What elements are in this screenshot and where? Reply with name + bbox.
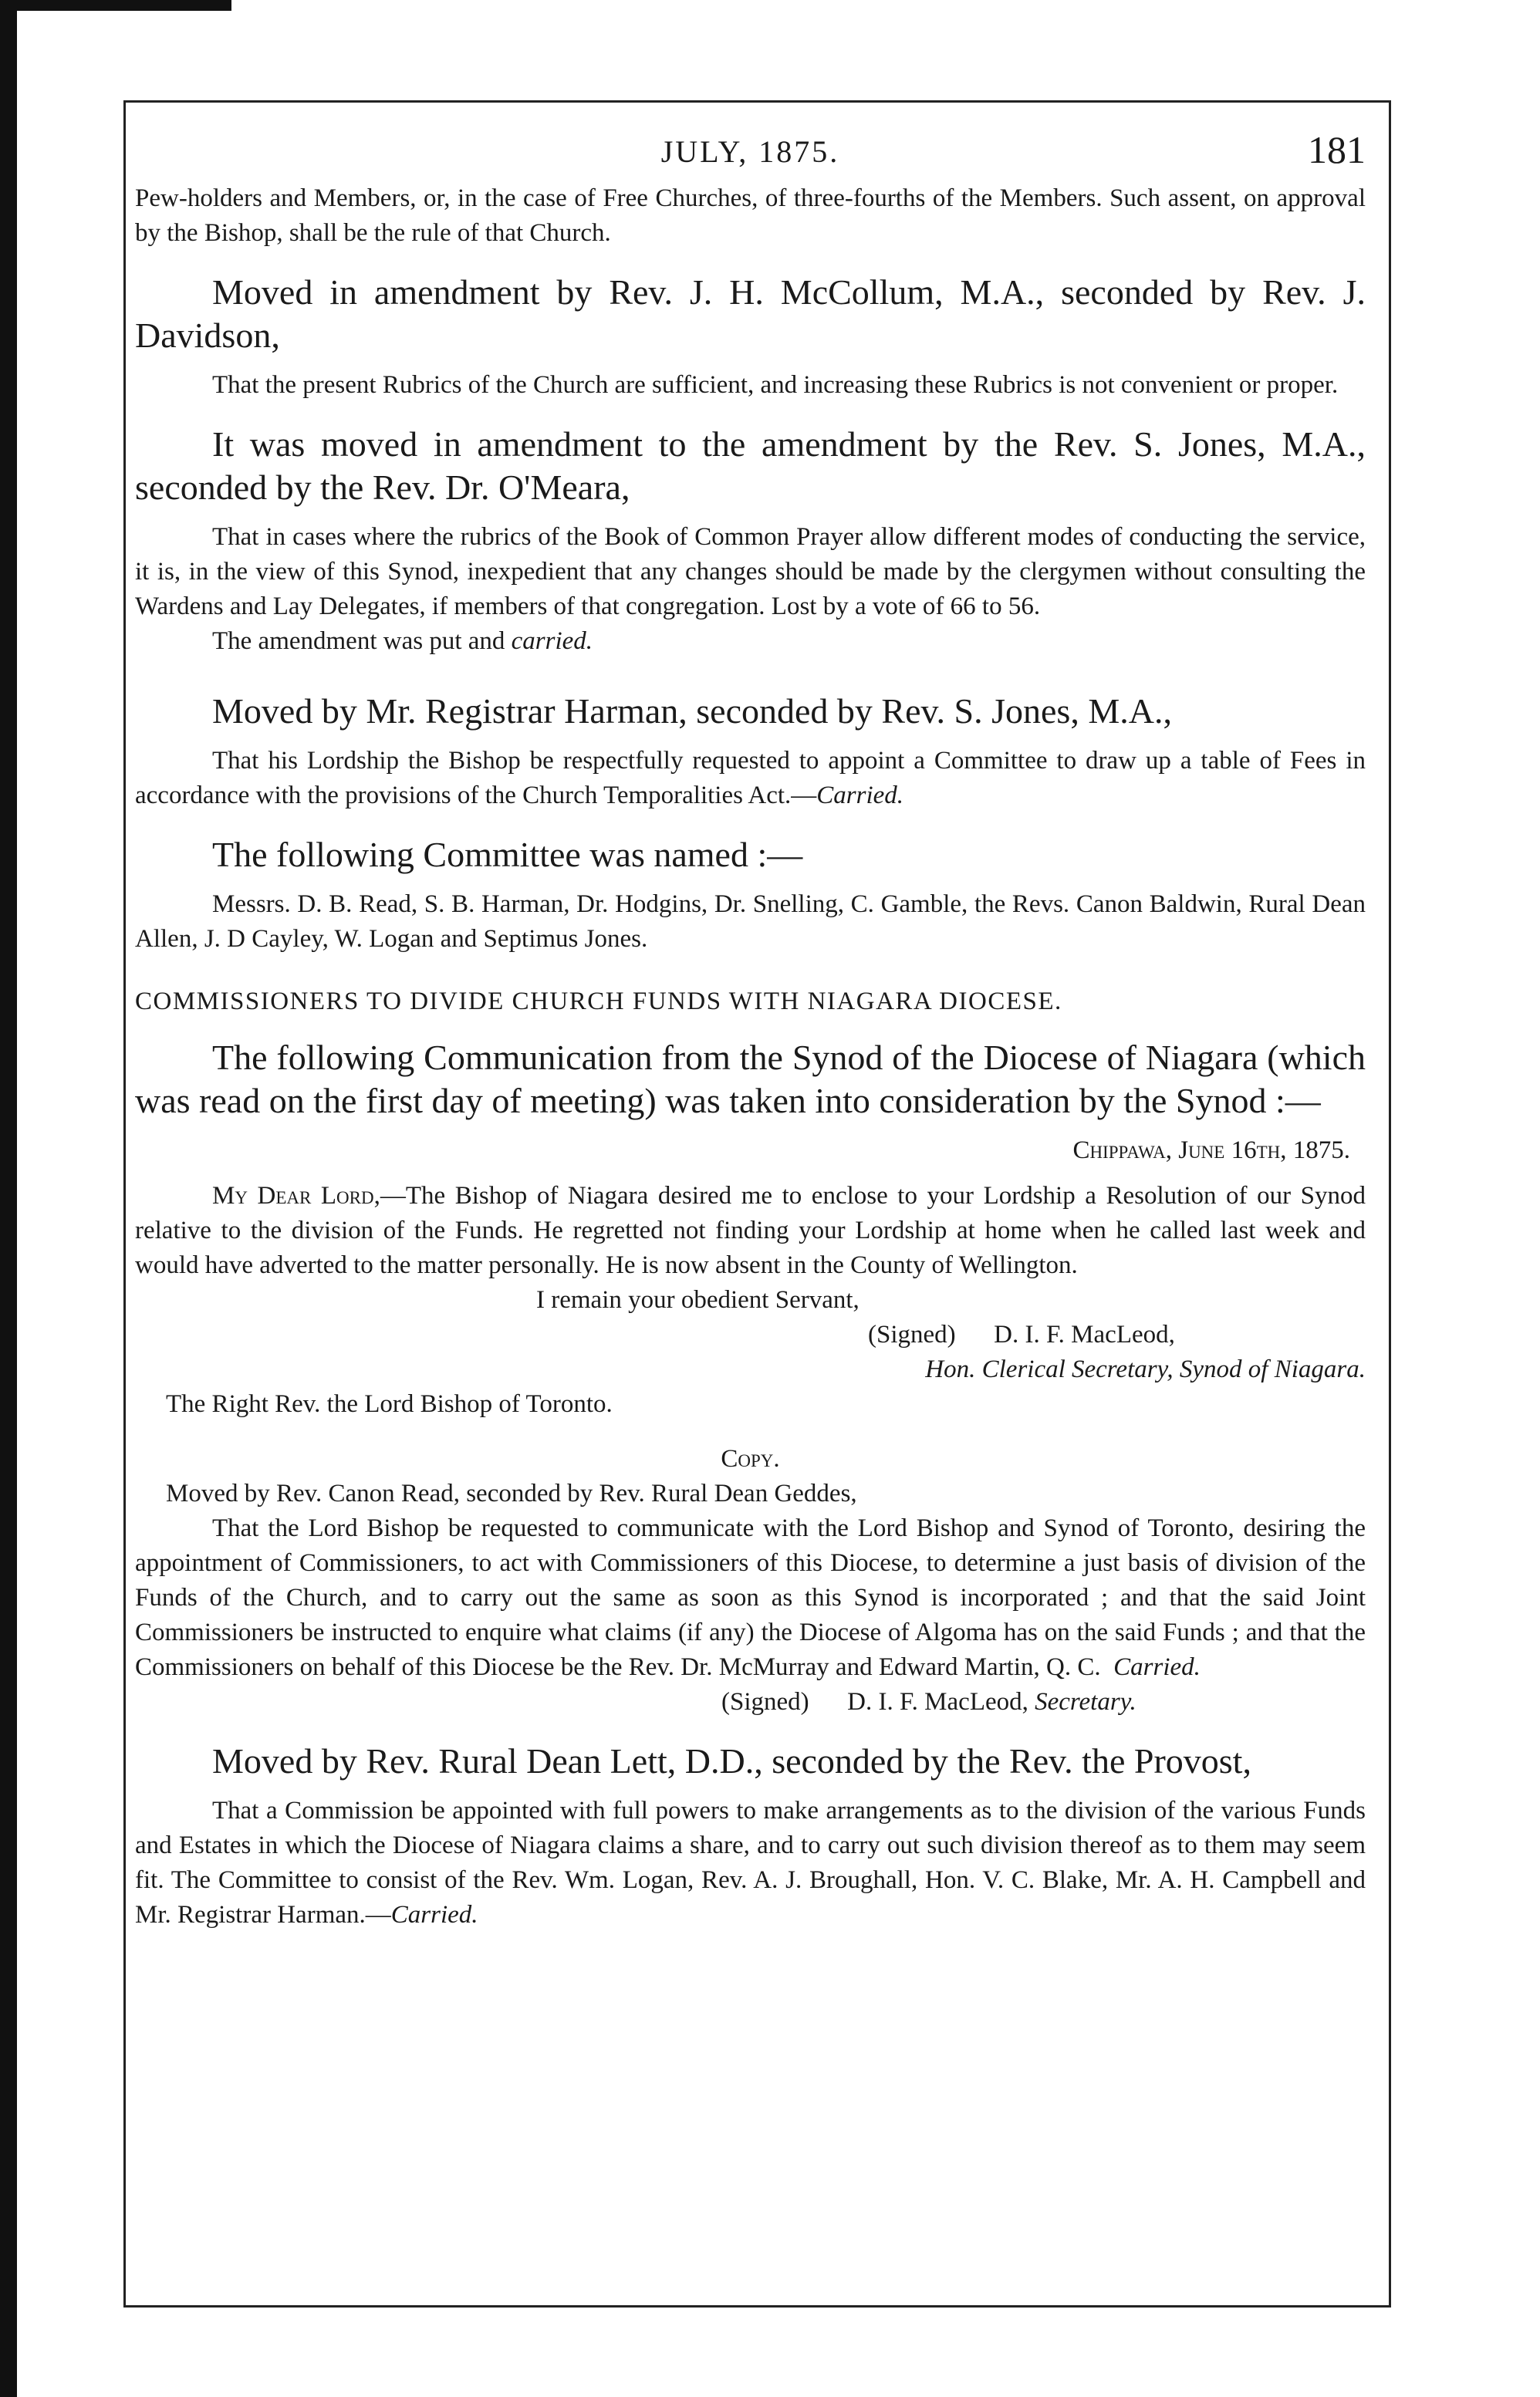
letter-addressee: The Right Rev. the Lord Bishop of Toronto. — [166, 1390, 613, 1418]
amendment-text: The amendment was put and — [212, 627, 512, 655]
page-header — [135, 127, 1366, 181]
bottom-border-rule — [123, 2305, 1391, 2308]
letter-body-text: —The Bishop of Niagara desired me to enclose to your Lordship a Resolution of our Synod relative to the division of the Funds. He regretted not finding your Lordship at home when he called last week and would have adverted to the matter personally. He is now absent in the County of Wellington. — [135, 1182, 1366, 1279]
top-border-rule — [123, 100, 1389, 103]
document-page — [135, 127, 1373, 1933]
paragraph-moved-read: Moved by Rev. Canon Read, seconded by Rev. Rural Dean Geddes, — [166, 1480, 857, 1507]
commission-text: That a Commission be appointed with full powers to make arrangements as to the division of the various Funds and Estates in which the Diocese of Niagara claims a share, and to carry out such division thereof as to them may seem fit. The Committee to consist of the Rev. Wm. Logan, Rev. A. J. Broughall, Hon. V. C. Blake, Mr. A. H. Campbell and Mr. Registrar Harman.— — [135, 1797, 1366, 1929]
paragraph-rubrics-sufficient: That the present Rubrics of the Church are sufficient, and increasing these Rubrics is not convenient or proper. — [212, 371, 1339, 399]
letter-dateline: Chippawa, June 16th, 1875. — [1072, 1136, 1350, 1164]
copy-signed-name: (Signed) D. I. F. MacLeod, — [721, 1688, 1035, 1716]
paragraph-moved-lett: Moved by Rev. Rural Dean Lett, D.D., seconded by the Rev. the Provost, — [212, 1741, 1251, 1781]
paragraph-amendment-carried — [135, 624, 1366, 659]
lord-bishop-text: That the Lord Bishop be requested to communicate with the Lord Bishop and Synod of Toronto, desiring the appointment of Commissioners, to act with Commissioners of this Diocese, to determine a just basis of division of the Funds of the Church, and to carry out the same as soon as this Synod is incorporated ; and that the said Joint Commissioners be instructed to enquire what claims (if any) the Diocese of Algoma has on the said Funds ; and that the Commissioners on behalf of this Diocese be the Rev. Dr. McMurray and Edward Martin, Q. C. — [135, 1514, 1373, 1681]
paragraph-moved-jones: It was moved in amendment to the amendment by the Rev. S. Jones, M.A., seconded by the Rev. Dr. O'Meara, — [135, 424, 1366, 507]
fees-text: That his Lordship the Bishop be respectfully requested to appoint a Committee to draw up a table of Fees in accordance with the provisions of the Church Temporalities Act.— — [135, 747, 1366, 809]
letter-signed: (Signed) D. I. F. MacLeod, — [868, 1321, 1175, 1349]
left-border-rule — [123, 100, 126, 2307]
copy-signed — [135, 1685, 1366, 1720]
paragraph-committee-named: The following Committee was named :— — [212, 835, 803, 874]
paragraph-communication: The following Communication from the Synod of the Diocese of Niagara (which was read on the first day of meeting) was taken into consideration by the Synod :— — [135, 1038, 1366, 1120]
paragraph-pew-holders: Pew-holders and Members, or, in the case of Free Churches, of three-fourths of the Members. Such assent, on approval by the Bishop, shall be the rule of that Church. — [135, 184, 1366, 247]
letter-body — [135, 1179, 1366, 1283]
carried-label: Carried. — [1113, 1653, 1201, 1681]
carried-label: Carried. — [816, 782, 904, 809]
copy-signed-title: Secretary. — [1035, 1688, 1136, 1716]
page-number: 181 — [1308, 128, 1366, 171]
copy-heading: Copy. — [721, 1445, 780, 1473]
paragraph-moved-mccollum: Moved in amendment by Rev. J. H. McCollum, M.A., seconded by Rev. J. Davidson, — [135, 272, 1366, 355]
section-heading: COMMISSIONERS TO DIVIDE CHURCH FUNDS WITH NIAGARA DIOCESE. — [135, 987, 1062, 1015]
letter-closing: I remain your obedient Servant, — [536, 1286, 859, 1314]
paragraph-committee-members: Messrs. D. B. Read, S. B. Harman, Dr. Hodgins, Dr. Snelling, C. Gamble, the Revs. Canon Baldwin, Rural Dean Allen, J. D Cayley, W. Logan and Septimus Jones. — [135, 890, 1366, 953]
carried-label: carried. — [511, 627, 593, 655]
paragraph-table-of-fees — [135, 744, 1366, 813]
scan-top-edge — [0, 0, 231, 11]
letter-title: Hon. Clerical Secretary, Synod of Niagara. — [925, 1355, 1366, 1383]
paragraph-commission-appointed — [135, 1794, 1366, 1933]
book-spine-shadow — [0, 0, 17, 2397]
right-border-rule — [1389, 100, 1391, 2307]
paragraph-moved-harman: Moved by Mr. Registrar Harman, seconded by Rev. S. Jones, M.A., — [212, 691, 1172, 731]
carried-label: Carried. — [390, 1901, 478, 1929]
header-date: JULY, 1875. — [660, 134, 840, 169]
paragraph-modes-of-service: That in cases where the rubrics of the Book of Common Prayer allow different modes of conducting the service, it is, in the view of this Synod, inexpedient that any changes should be made by the clergymen without consulting the Wardens and Lay Delegates, if members of that congregation. Lost by a vote of 66 to 56. — [135, 523, 1366, 620]
paragraph-lord-bishop-requested — [135, 1511, 1373, 1685]
letter-salutation: My Dear Lord, — [212, 1182, 380, 1210]
